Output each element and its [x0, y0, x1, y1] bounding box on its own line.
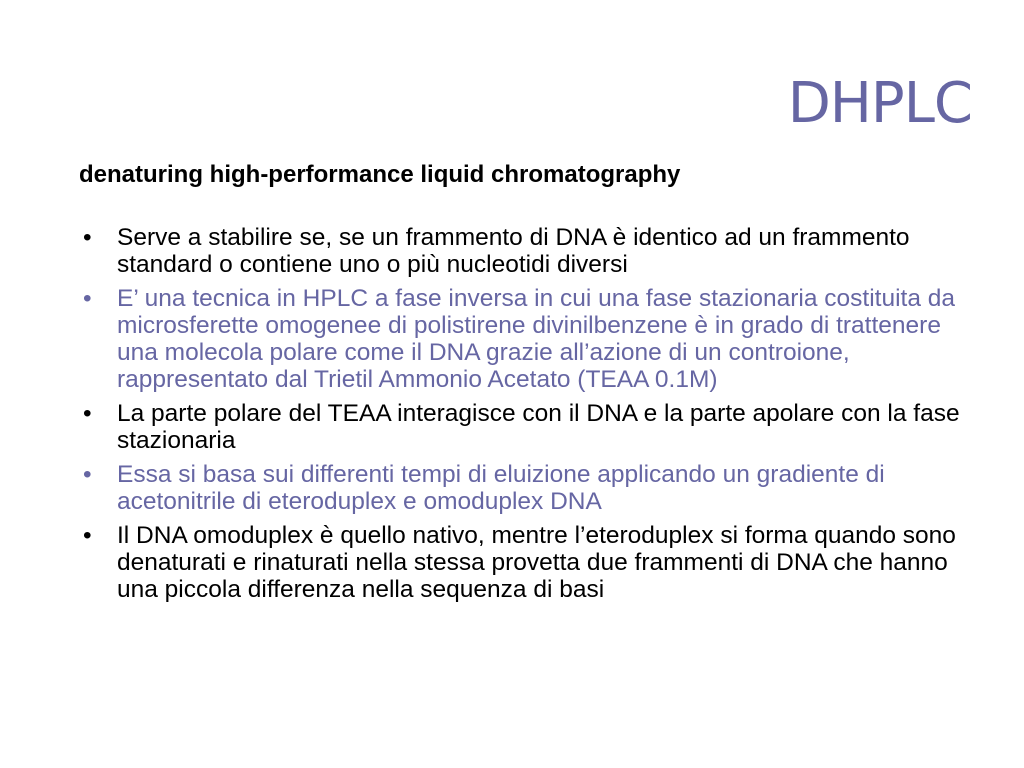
bullet-list [79, 224, 979, 610]
bullet-item [79, 400, 979, 454]
bullet-dot-icon: • [83, 224, 92, 251]
slide-subtitle: denaturing high-performance liquid chromatography [79, 161, 681, 188]
bullet-dot-icon: • [83, 285, 92, 312]
bullet-dot-icon: • [83, 400, 92, 427]
bullet-text: Il DNA omoduplex è quello nativo, mentre l’eteroduplex si forma quando sono denaturati e rinaturati nella stessa provetta due frammenti di DNA che hanno una piccola differenza nella sequenza di basi [117, 522, 956, 603]
bullet-text: E’ una tecnica in HPLC a fase inversa in cui una fase stazionaria costituita da microsferette omogenee di polistirene divinilbenzene è in grado di trattenere una molecola polare come il DNA grazie all’azione di un controione, rappresentato dal Trietil Ammonio Acetato (TEAA 0.1M) [117, 285, 956, 393]
bullet-item [79, 224, 979, 278]
slide-title: DHPLC [787, 71, 972, 136]
bullet-item [79, 522, 979, 603]
bullet-item [79, 285, 979, 393]
bullet-text: La parte polare del TEAA interagisce con il DNA e la parte apolare con la fase stazionaria [117, 400, 960, 454]
bullet-dot-icon: • [83, 461, 92, 488]
bullet-dot-icon: • [83, 522, 92, 549]
bullet-text: Essa si basa sui differenti tempi di eluizione applicando un gradiente di acetonitrile di eteroduplex e omoduplex DNA [117, 461, 885, 515]
bullet-text: Serve a stabilire se, se un frammento di DNA è identico ad un frammento standard o contiene uno o più nucleotidi diversi [117, 224, 910, 278]
bullet-item [79, 461, 979, 515]
